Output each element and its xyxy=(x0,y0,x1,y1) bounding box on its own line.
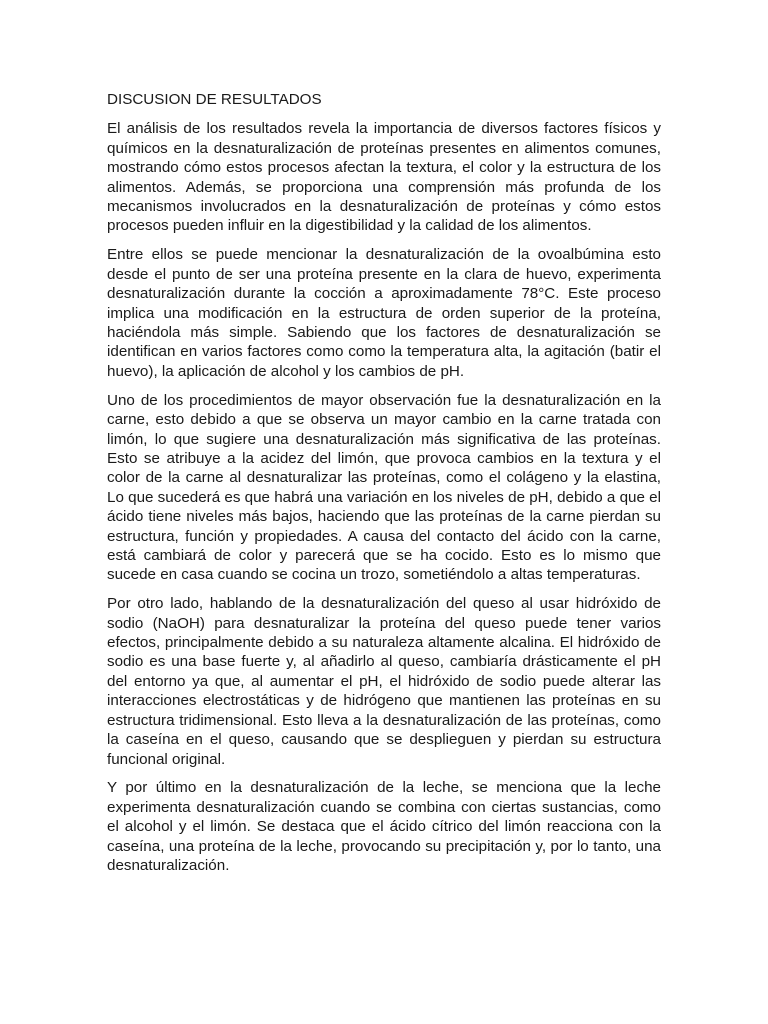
section-heading: DISCUSION DE RESULTADOS xyxy=(107,91,322,108)
paragraph-queso: Por otro lado, hablando de la desnaturalización del queso al usar hidróxido de sodio (NaOH) para desnaturalizar la proteína del queso puede tener varios efectos, principalmente debido a su naturaleza altamente alcalina. El hidróxido de sodio es una base fuerte y, al añadirlo al queso, cambiaría drásticamente el pH del entorno ya que, al aumentar el pH, el hidróxido de sodio puede alterar las interacciones electrostáticas y de hidrógeno que mantienen las proteínas en su estructura tridimensional. Esto lleva a la desnaturalización de las proteínas, como la caseína en el queso, causando que se desplieguen y pierdan su estructura funcional original. xyxy=(107,595,661,768)
paragraph-leche: Y por último en la desnaturalización de la leche, se menciona que la leche experimenta desnaturalización cuando se combina con ciertas sustancias, como el alcohol y el limón. Se destaca que el ácido cítrico del limón reacciona con la caseína, una proteína de la leche, provocando su precipitación y, por lo tanto, una desnaturalización. xyxy=(107,779,661,875)
paragraph-carne: Uno de los procedimientos de mayor observación fue la desnaturalización en la carne, esto debido a que se observa un mayor cambio en la carne tratada con limón, lo que sugiere una desnaturalización más significativa de las proteínas. Esto se atribuye a la acidez del limón, que provoca cambios en la textura y el color de la carne al desnaturalizar las proteínas, como el colágeno y la elastina, Lo que sucederá es que habrá una variación en los niveles de pH, debido a que el ácido tiene niveles más bajos, haciendo que las proteínas de la carne pierdan su estructura, función y propiedades. A causa del contacto del ácido con la carne, está cambiará de color y parecerá que se ha cocido. Esto es lo mismo que sucede en casa cuando se cocina un trozo, sometiéndolo a altas temperaturas. xyxy=(107,391,661,584)
document-page xyxy=(107,90,661,885)
paragraph-ovoalbumina: Entre ellos se puede mencionar la desnaturalización de la ovoalbúmina esto desde el punto de ser una proteína presente en la clara de huevo, experimenta desnaturalización durante la cocción a aproximadamente 78°C. Este proceso implica una modificación en la estructura de orden superior de la proteína, haciéndola más simple. Sabiendo que los factores de desnaturalización se identifican en varios factores como como la temperatura alta, la agitación (batir el huevo), la aplicación de alcohol y los cambios de pH. xyxy=(107,246,661,380)
paragraph-intro: El análisis de los resultados revela la importancia de diversos factores físicos y químicos en la desnaturalización de proteínas presentes en alimentos comunes, mostrando cómo estos procesos afectan la textura, el color y la estructura de los alimentos. Además, se proporciona una comprensión más profunda de los mecanismos involucrados en la desnaturalización de proteínas y cómo estos procesos pueden influir en la digestibilidad y la calidad de los alimentos. xyxy=(107,120,661,235)
